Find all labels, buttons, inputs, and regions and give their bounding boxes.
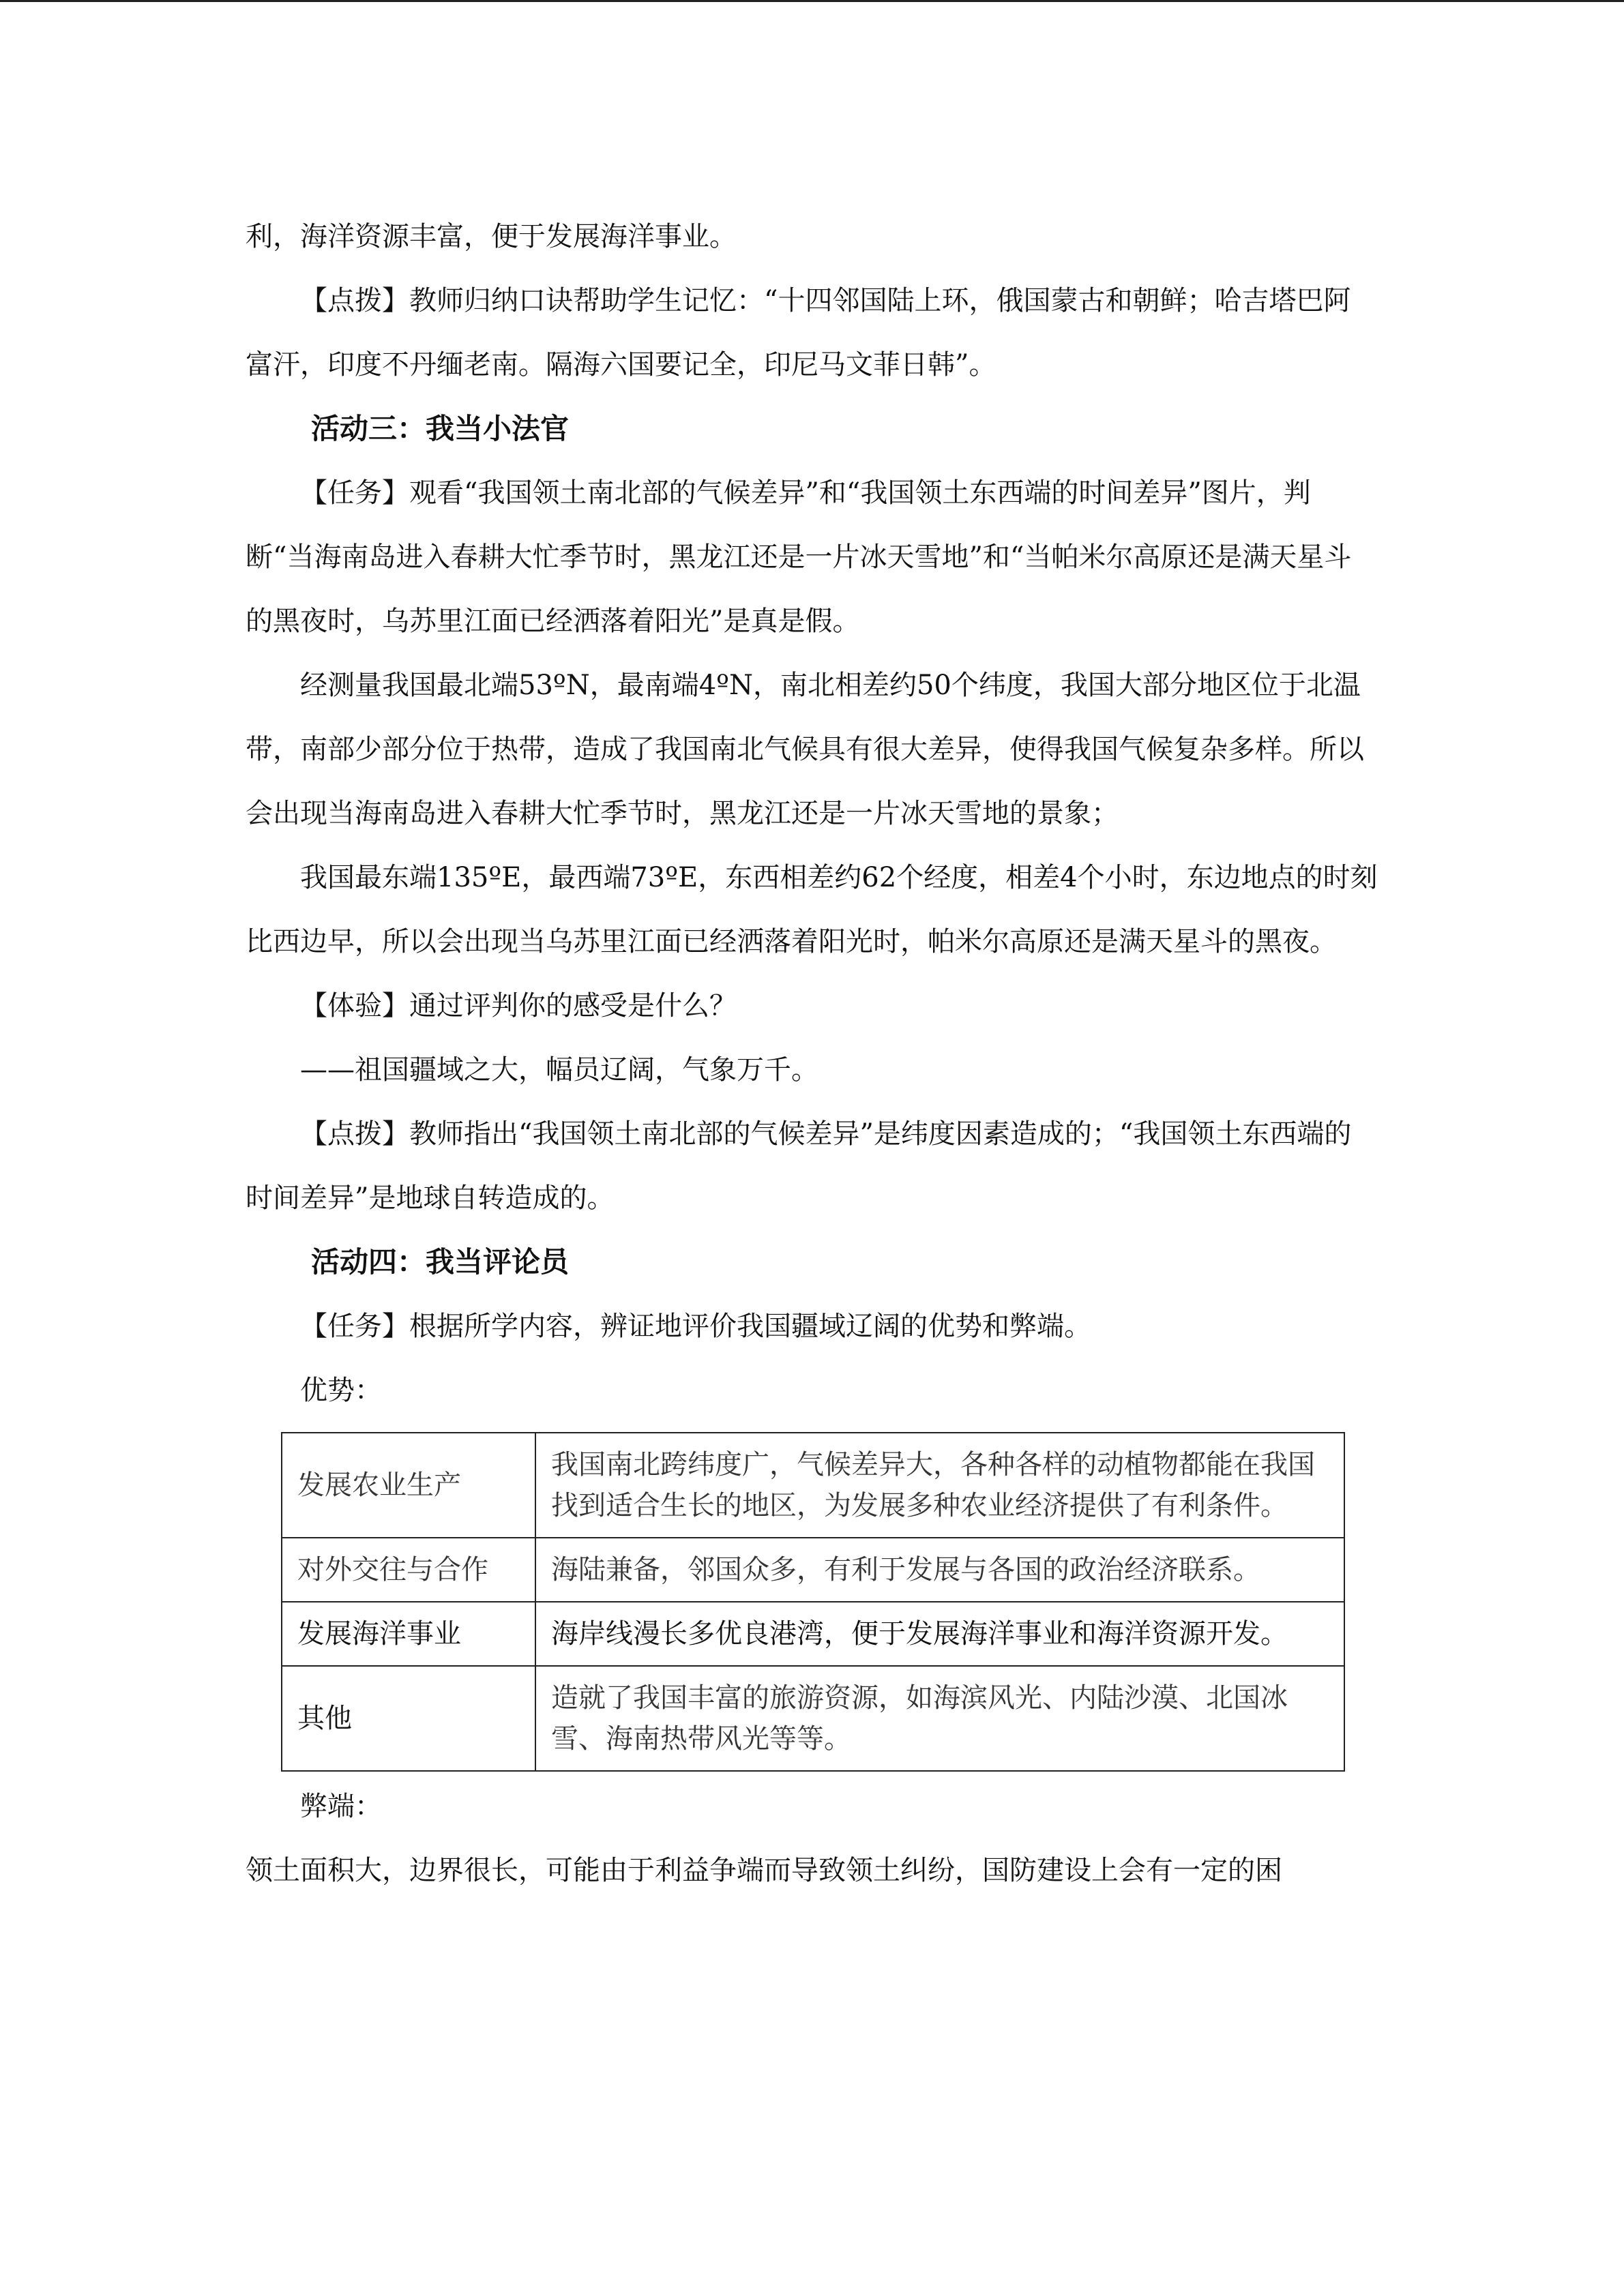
table-cell-description: 我国南北跨纬度广，气候差异大，各种各样的动植物都能在我国找到适合生长的地区，为发展多种农业经济提供了有利条件。 [535, 1433, 1344, 1538]
advantages-label: 优势： [300, 1375, 382, 1406]
table-row [282, 1602, 1344, 1666]
table-row [282, 1433, 1344, 1538]
table-cell-label: 其他 [282, 1666, 535, 1771]
paragraph-tip-causes: 【点拨】教师指出“我国领土南北部的气候差异”是纬度因素造成的；“我国领土东西端的时间差异”是地球自转造成的。 [246, 1118, 1352, 1214]
table-cell-label: 发展农业生产 [282, 1433, 535, 1538]
section-heading-activity-3: 活动三：我当小法官 [311, 412, 570, 445]
paragraph-task-3: 【任务】观看“我国领土南北部的气候差异”和“我国领土东西端的时间差异”图片，判断“当海南岛进入春耕大忙季节时，黑龙江还是一片冰天雪地”和“当帕米尔高原还是满天星斗的黑夜时，乌苏里江面已经洒落着阳光”是真是假。 [246, 477, 1352, 637]
table-cell-label: 对外交往与合作 [282, 1538, 535, 1602]
paragraph-experience-question: 【体验】通过评判你的感受是什么？ [300, 990, 737, 1022]
paragraph-task-4: 【任务】根据所学内容，辨证地评价我国疆域辽阔的优势和弊端。 [300, 1311, 1091, 1342]
table-row [282, 1666, 1344, 1771]
paragraph-experience-answer: ——祖国疆域之大，幅员辽阔，气象万千。 [300, 1054, 818, 1086]
table-cell-description: 海岸线漫长多优良港湾，便于发展海洋事业和海洋资源开发。 [535, 1602, 1344, 1666]
paragraph-longitude-explanation: 我国最东端135ºE，最西端73ºE，东西相差约62个经度，相差4个小时，东边地点的时刻比西边早，所以会出现当乌苏里江面已经洒落着阳光时，帕米尔高原还是满天星斗的黑夜。 [246, 862, 1378, 957]
table-row [282, 1538, 1344, 1602]
paragraph-tip-mnemonic: 【点拨】教师归纳口诀帮助学生记忆：“十四邻国陆上环，俄国蒙古和朝鲜；哈吉塔巴阿富汗，印度不丹缅老南。隔海六国要记全，印尼马文菲日韩”。 [246, 285, 1351, 381]
paragraph-continuation: 利，海洋资源丰富，便于发展海洋事业。 [246, 221, 737, 252]
section-heading-activity-4: 活动四：我当评论员 [311, 1245, 570, 1279]
paragraph-disadvantages: 领土面积大，边界很长，可能由于利益争端而导致领土纠纷，国防建设上会有一定的困 [246, 1855, 1282, 1886]
table-cell-description: 造就了我国丰富的旅游资源，如海滨风光、内陆沙漠、北国冰雪、海南热带风光等等。 [535, 1666, 1344, 1771]
disadvantages-label: 弊端： [300, 1791, 382, 1822]
table-cell-label: 发展海洋事业 [282, 1602, 535, 1666]
page-top-rule [0, 0, 1624, 2]
document-body [246, 205, 1378, 1903]
table-cell-description: 海陆兼备，邻国众多，有利于发展与各国的政治经济联系。 [535, 1538, 1344, 1602]
advantages-table [281, 1432, 1345, 1772]
paragraph-latitude-explanation: 经测量我国最北端53ºN，最南端4ºN，南北相差约50个纬度，我国大部分地区位于北温带，南部少部分位于热带，造成了我国南北气候具有很大差异，使得我国气候复杂多样。所以会出现当海南岛进入春耕大忙季节时，黑龙江还是一片冰天雪地的景象； [246, 670, 1364, 829]
